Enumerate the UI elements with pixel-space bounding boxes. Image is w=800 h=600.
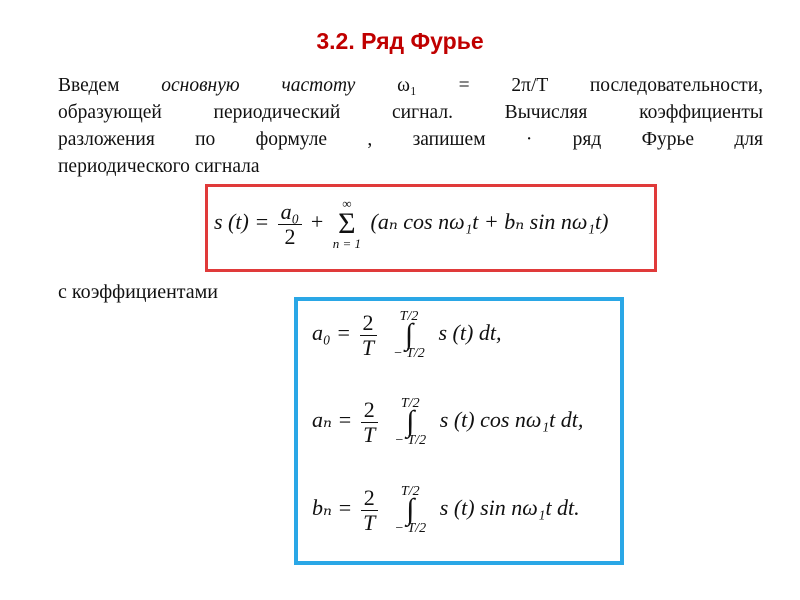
fraction-numerator: 2 [360,311,377,336]
coefficient-an-formula [312,397,583,447]
plus-sign: + [310,209,329,235]
coefficients-label: с коэффициентами [58,281,218,303]
sigma-icon: Σ [338,207,356,240]
sum-upper-limit: ∞ [342,196,352,211]
sum-lower-limit: n = 1 [332,236,362,251]
fraction-denominator: T [363,509,376,535]
coef-fraction [360,311,377,360]
fraction-numerator: 2 [361,398,378,423]
integral-icon: ∫ [404,318,414,351]
coef-fraction [361,486,378,535]
integral-icon: ∫ [406,405,415,438]
integral-lower-limit: − T/2 [393,346,425,361]
paragraph-line-2: образующей периодический сигнал. Вычисляя коэффициенты [58,102,763,123]
coef-lhs: aₙ = [312,407,358,433]
fraction-denominator: T [363,421,376,447]
integral-lower-limit: − T/2 [394,521,427,536]
paragraph-line-4: периодического сигнала [58,156,260,177]
fraction-numerator: a₀ [278,200,303,225]
sum-operator [333,198,361,250]
integral-upper-limit: T/2 [400,484,420,499]
integral-upper-limit: T/2 [400,396,420,411]
series-fraction [278,200,303,249]
paragraph-line-3: разложения по формуле , запишем · ряд Фурье для [58,129,763,150]
coef-lhs: a₀ = [312,320,357,346]
text-fragment: ω₁ = 2π/T последовательности, [397,75,764,96]
integrand: s (t) dt, [438,320,502,346]
integral-operator [390,485,430,535]
integral-icon: ∫ [406,493,415,526]
coef-fraction [361,398,378,447]
integral-operator [390,397,430,447]
coefficient-a0-formula [312,310,501,360]
integral-lower-limit: − T/2 [394,433,427,448]
integrand: s (t) sin nω₁t dt. [439,495,580,521]
integral-operator [389,310,429,360]
series-body: (aₙ cos nω₁t + bₙ sin nω₁t) [370,209,609,235]
fraction-denominator: 2 [284,223,296,249]
slide-title: 3.2. Ряд Фурье [316,28,484,54]
fourier-series-formula [214,198,608,250]
series-lhs: s (t) = [214,209,275,235]
paragraph-line-1 [58,72,763,99]
coefficient-bn-formula [312,485,580,535]
coef-lhs: bₙ = [312,495,358,521]
integrand: s (t) cos nω₁t dt, [439,407,584,433]
fraction-denominator: T [361,334,375,360]
intro-paragraph [58,72,763,180]
fraction-numerator: 2 [361,486,378,511]
integral-upper-limit: T/2 [399,309,419,324]
text-fragment: Введем [58,75,120,96]
italic-term: основную частоту [161,75,356,96]
